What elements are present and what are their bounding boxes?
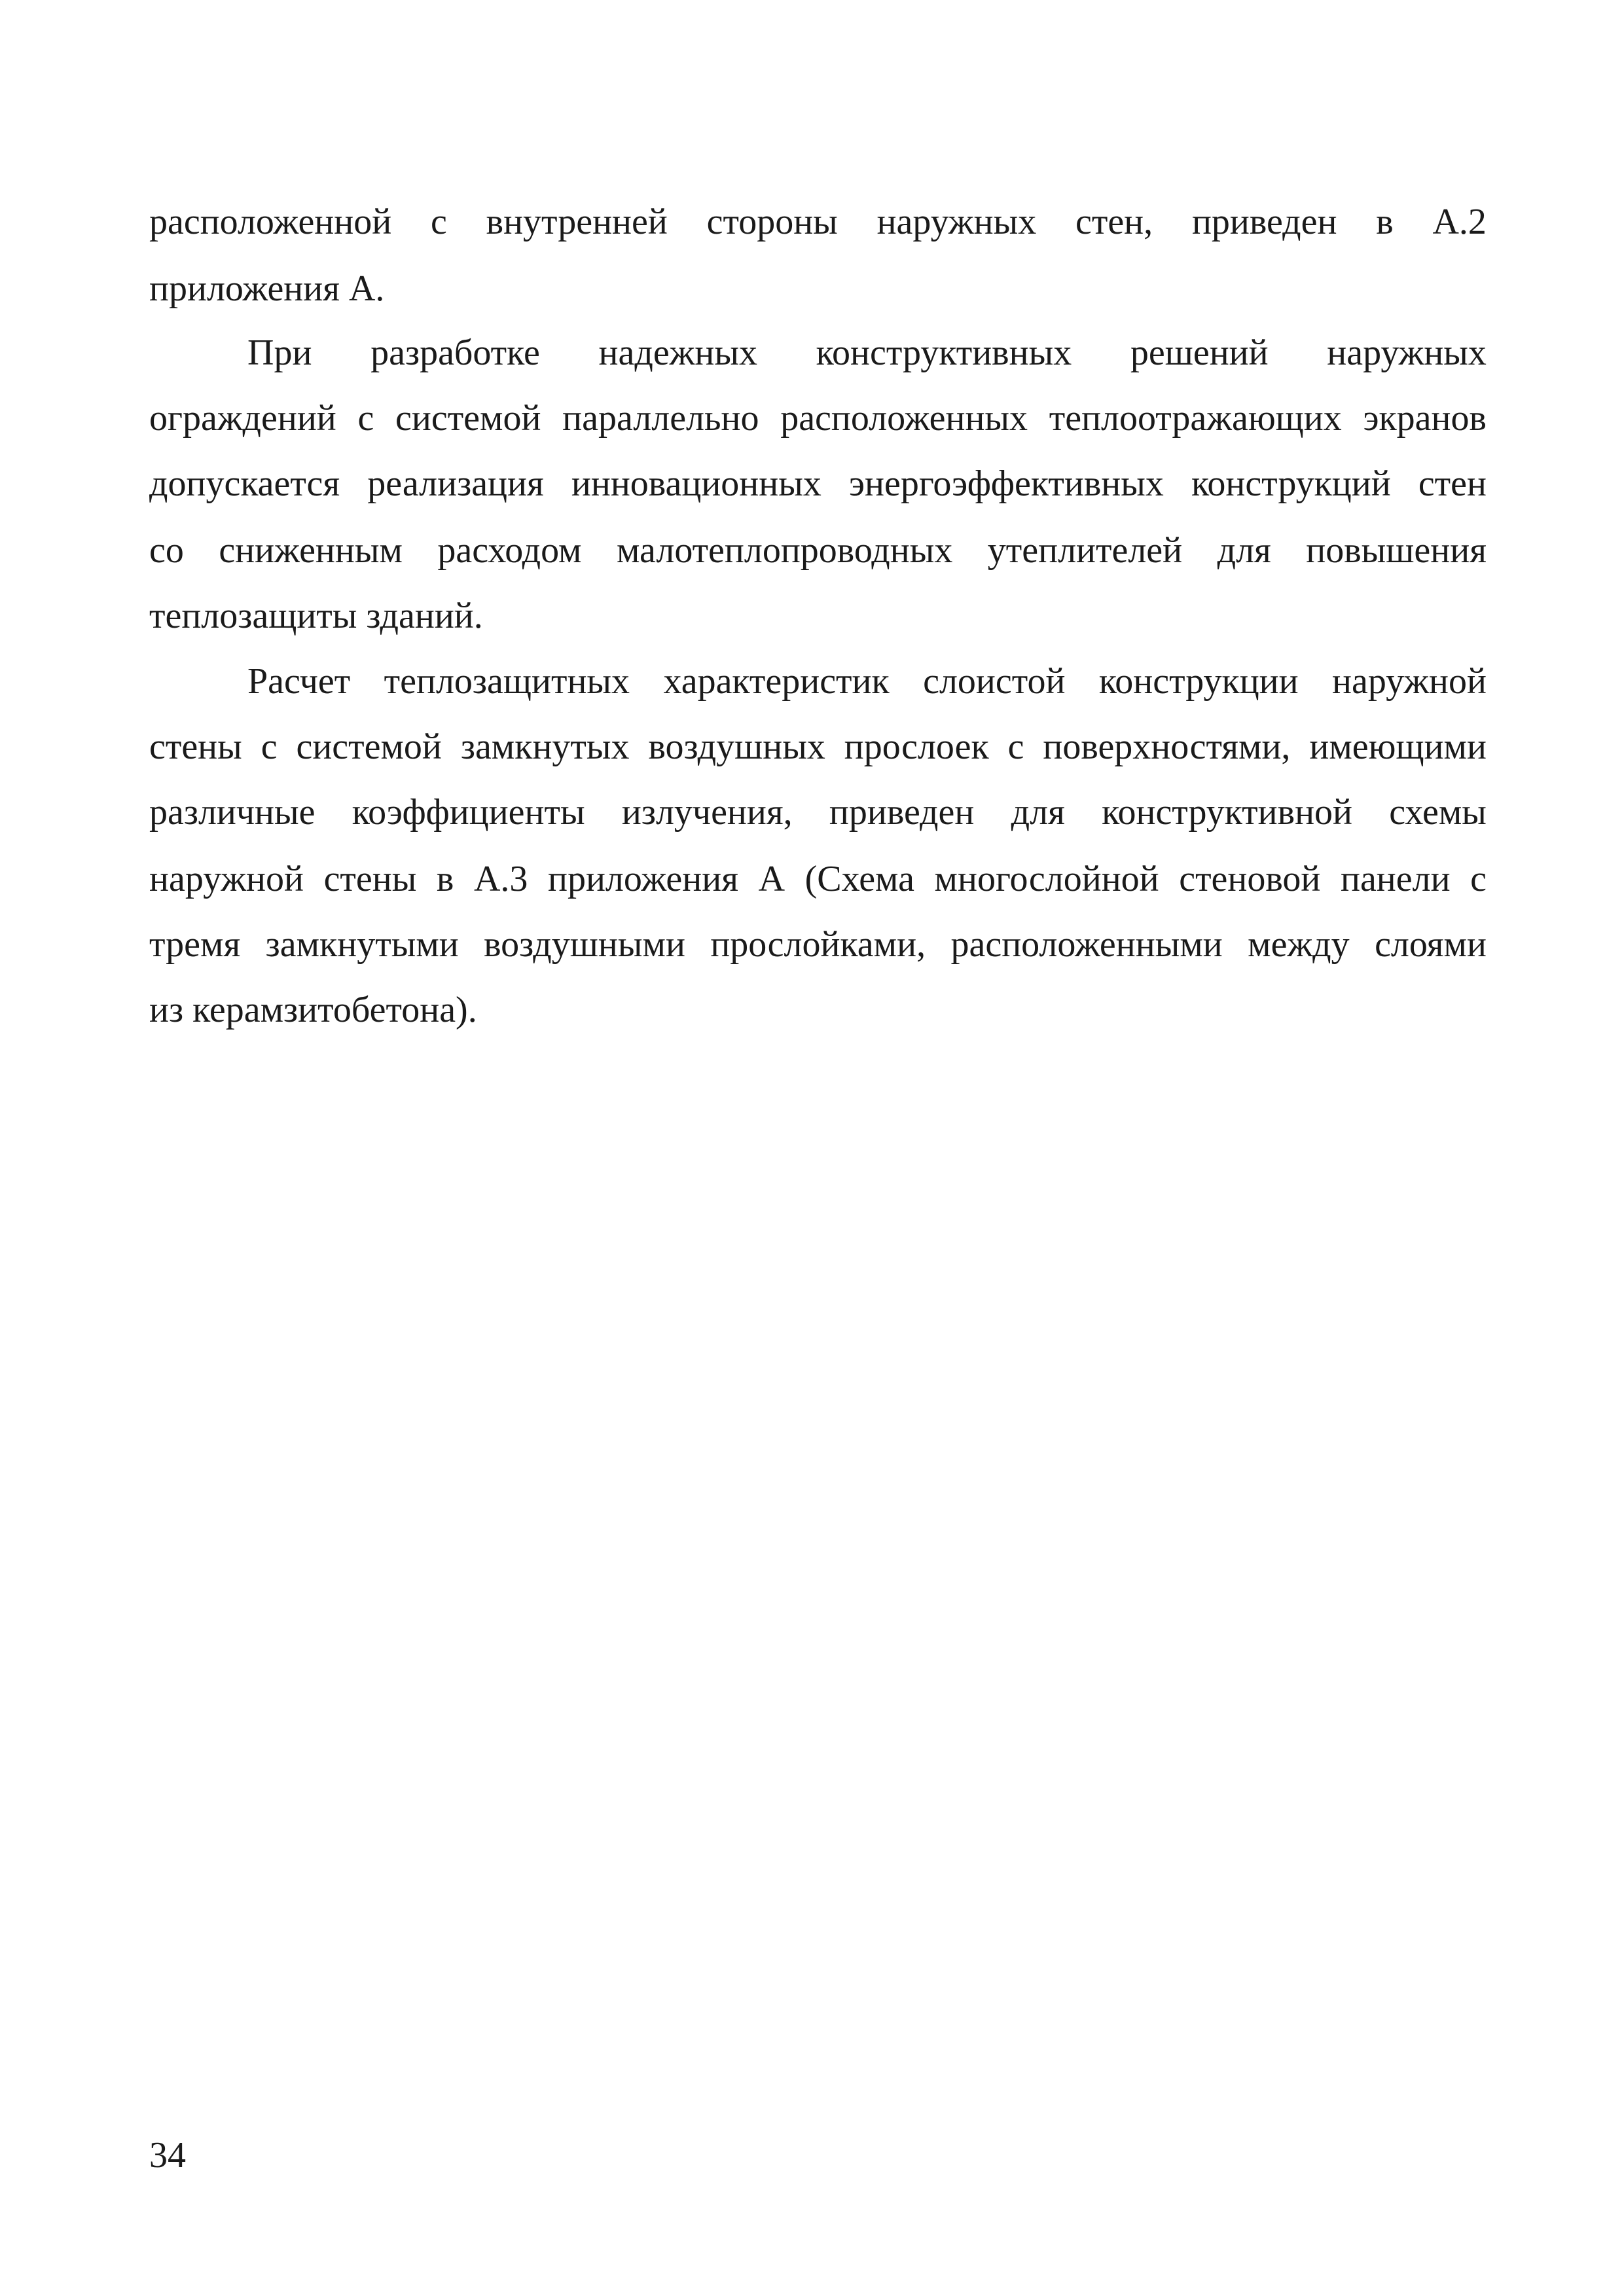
text-line bbox=[149, 200, 1487, 243]
word: для bbox=[1011, 792, 1065, 833]
word: поверхностями, bbox=[1043, 726, 1291, 767]
word: конструкции bbox=[1098, 661, 1299, 702]
word: характеристик bbox=[663, 661, 890, 702]
page-number: 34 bbox=[149, 2135, 186, 2176]
word: в bbox=[436, 859, 454, 899]
word: наружных bbox=[1327, 332, 1487, 373]
word: между bbox=[1248, 924, 1350, 965]
word: стен bbox=[1418, 463, 1487, 504]
word: панели bbox=[1340, 859, 1451, 899]
word: экранов bbox=[1363, 398, 1487, 439]
text-line bbox=[149, 529, 1487, 572]
text-line bbox=[149, 462, 1487, 505]
word: воздушных bbox=[648, 726, 825, 767]
word: наружной bbox=[1332, 661, 1487, 702]
word: с bbox=[1470, 859, 1487, 899]
word: (Схема bbox=[804, 859, 914, 899]
word: схемы bbox=[1389, 792, 1487, 833]
word: разработке bbox=[370, 332, 540, 373]
word: расположенных bbox=[780, 398, 1028, 439]
word: расположенными bbox=[950, 924, 1223, 965]
word: наружной bbox=[149, 859, 304, 899]
word: прослоек bbox=[844, 726, 989, 767]
word: энергоэффективных bbox=[848, 463, 1164, 504]
word: приложения bbox=[547, 859, 738, 899]
word: со bbox=[149, 530, 184, 571]
word: допускается bbox=[149, 463, 340, 504]
word: расположенной bbox=[149, 202, 392, 242]
word: теплозащитных bbox=[384, 661, 630, 702]
word: малотеплопроводных bbox=[616, 530, 953, 571]
word: решений bbox=[1130, 332, 1269, 373]
word: приведен bbox=[829, 792, 975, 833]
word: конструктивных bbox=[816, 332, 1072, 373]
text-line bbox=[247, 660, 1487, 703]
word: наружных bbox=[876, 202, 1037, 242]
word: системой bbox=[296, 726, 442, 767]
word: ограждений bbox=[149, 398, 336, 439]
word: реализация bbox=[367, 463, 544, 504]
text-line bbox=[149, 923, 1487, 966]
word: параллельно bbox=[562, 398, 759, 439]
text-line bbox=[149, 725, 1487, 768]
word: стеновой bbox=[1179, 859, 1321, 899]
word: Расчет bbox=[247, 661, 351, 702]
word: стороны bbox=[706, 202, 838, 242]
word: с bbox=[357, 398, 374, 439]
text-line bbox=[247, 331, 1487, 374]
word: с bbox=[1007, 726, 1024, 767]
text-line bbox=[149, 791, 1487, 834]
word: с bbox=[261, 726, 278, 767]
word: системой bbox=[395, 398, 541, 439]
word: слоистой bbox=[923, 661, 1066, 702]
word: для bbox=[1217, 530, 1271, 571]
word: многослойной bbox=[934, 859, 1159, 899]
text-line bbox=[149, 397, 1487, 440]
word: стены bbox=[149, 726, 242, 767]
word: коэффициенты bbox=[352, 792, 585, 833]
word: утеплителей bbox=[987, 530, 1183, 571]
word: При bbox=[247, 332, 312, 373]
word: внутренней bbox=[486, 202, 668, 242]
word: сниженным bbox=[219, 530, 403, 571]
word: прослойками, bbox=[710, 924, 926, 965]
word: замкнутыми bbox=[265, 924, 459, 965]
word: повышения bbox=[1306, 530, 1487, 571]
word: различные bbox=[149, 792, 316, 833]
text-line: теплозащиты зданий. bbox=[149, 596, 483, 636]
word: слоями bbox=[1375, 924, 1487, 965]
word: замкнутых bbox=[460, 726, 630, 767]
word: тремя bbox=[149, 924, 241, 965]
text-line: из керамзитобетона). bbox=[149, 990, 477, 1030]
word: А.3 bbox=[473, 859, 528, 899]
word: конструктивной bbox=[1102, 792, 1353, 833]
word: теплоотражающих bbox=[1049, 398, 1342, 439]
word: А bbox=[758, 859, 785, 899]
word: воздушными bbox=[484, 924, 685, 965]
word: с bbox=[431, 202, 447, 242]
word: стен, bbox=[1075, 202, 1153, 242]
word: приведен bbox=[1191, 202, 1337, 242]
text-line bbox=[149, 857, 1487, 901]
word: излучения, bbox=[621, 792, 793, 833]
word: стены bbox=[323, 859, 417, 899]
word: имеющими bbox=[1309, 726, 1487, 767]
word: в bbox=[1376, 202, 1394, 242]
word: инновационных bbox=[571, 463, 821, 504]
word: конструкций bbox=[1191, 463, 1391, 504]
word: расходом bbox=[437, 530, 582, 571]
word: А.2 bbox=[1432, 202, 1487, 242]
word: надежных bbox=[598, 332, 757, 373]
text-line: приложения А. bbox=[149, 268, 385, 309]
